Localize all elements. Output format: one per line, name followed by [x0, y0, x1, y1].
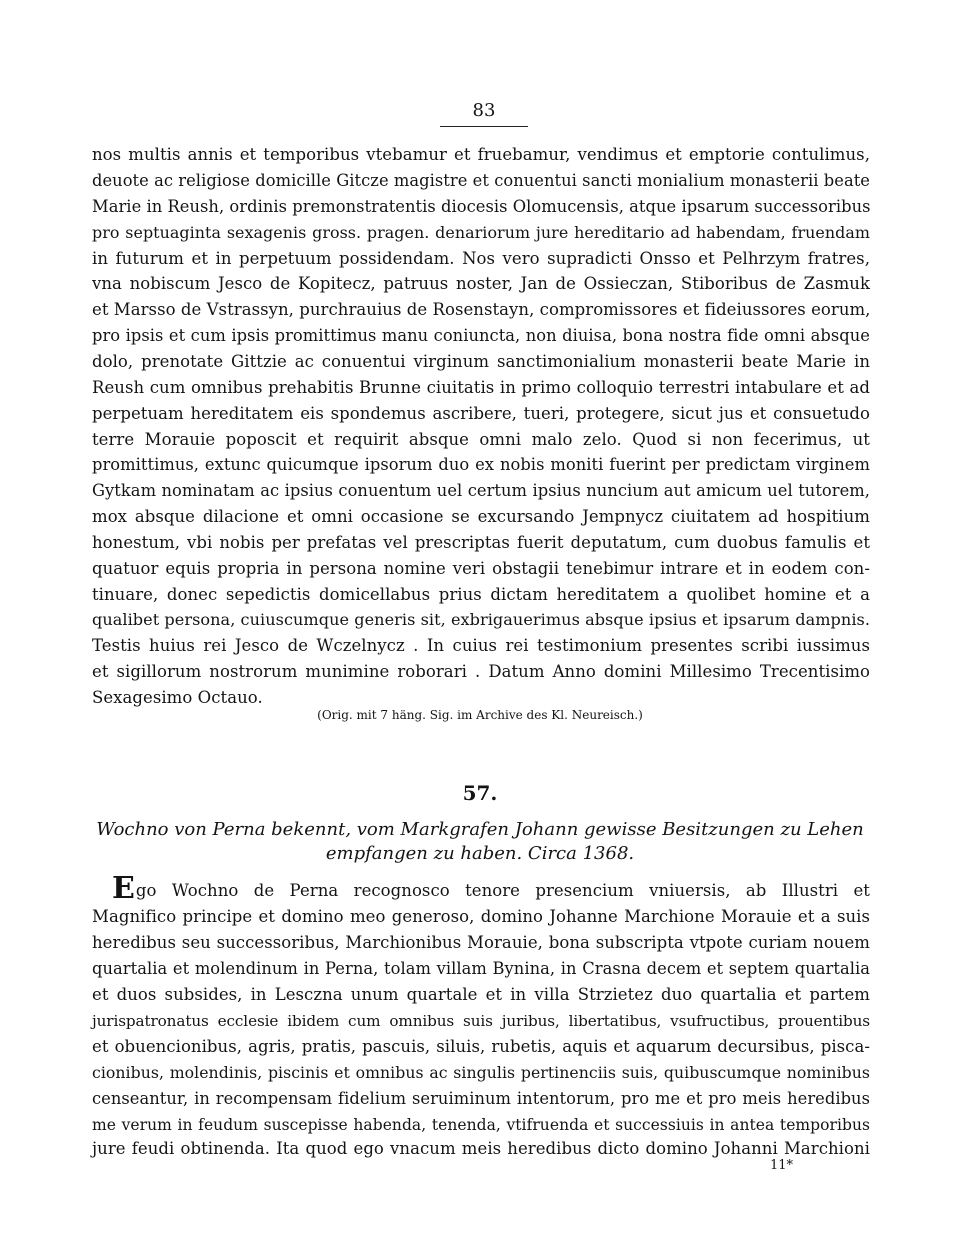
- document-heading-line: empfangen zu haben. Circa 1368.: [325, 843, 635, 864]
- text-line: promittimus, extunc quicumque ipsorum duo ex nobis moniti fuerint per predictam virginem: [92, 455, 870, 474]
- page-number: 83: [472, 100, 496, 121]
- text-line: Sexagesimo Octauo.: [92, 688, 263, 707]
- text-line: deuote ac religiose domicille Gitcze magistre et conuentui sancti monialium monasterii beate: [92, 171, 870, 190]
- text-line: terre Morauie poposcit et requirit absque omni malo zelo. Quod si non fecerimus, ut: [92, 430, 870, 449]
- text-line: quatuor equis propria in persona nomine veri obstagii tenebimur intrare et in eodem con-: [92, 559, 870, 578]
- text-line: et sigillorum nostrorum munimine roborari . Datum Anno domini Millesimo Trecentisimo: [92, 662, 870, 681]
- document-heading-line: Wochno von Perna bekennt, vom Markgrafen Johann gewisse Besitzungen zu Lehen: [96, 819, 864, 840]
- text-line: et obuencionibus, agris, pratis, pascuis, siluis, rubetis, aquis et aquarum decursibus, pisca-: [92, 1037, 870, 1056]
- text-line: honestum, vbi nobis per prefatas vel prescriptas fuerit deputatum, cum duobus famulis et: [92, 533, 870, 552]
- text-line: vna nobiscum Jesco de Kopitecz, patruus noster, Jan de Ossieczan, Stiboribus de Zasmuk: [92, 274, 870, 293]
- text-line: mox absque dilacione et omni occasione se excursando Jempnycz ciuitatem ad hospitium: [92, 507, 870, 526]
- text-line: Reush cum omnibus prehabitis Brunne ciuitatis in primo colloquio terrestri intabulare et ad: [92, 378, 870, 397]
- text-line: [112, 871, 870, 906]
- text-line: et duos subsides, in Lesczna unum quartale et in villa Strzietez duo quartalia et partem: [92, 985, 870, 1004]
- text-line: in futurum et in perpetuum possidendam. Nos vero supradicti Onsso et Pelhrzym fratres,: [92, 249, 870, 268]
- text-line: Testis huius rei Jesco de Wczelnycz . In cuius rei testimonium presentes scribi iussimus: [92, 636, 870, 655]
- text-line: censeantur, in recompensam fidelium seruiminum intentorum, pro me et pro meis heredibus: [92, 1089, 870, 1108]
- text-line: Magnifico principe et domino meo generoso, domino Johanne Marchione Morauie et a suis: [92, 907, 870, 926]
- text-line: me verum in feudum suscepisse habenda, tenenda, vtifruenda et successiuis in antea temporibus: [92, 1116, 870, 1134]
- text-line: quartalia et molendinum in Perna, tolam villam Bynina, in Crasna decem et septem quartalia: [92, 959, 870, 978]
- text-line: perpetuam hereditatem eis spondemus ascribere, tueri, protegere, sicut jus et consuetudo: [92, 404, 870, 423]
- sheet-signature-mark: 11*: [770, 1158, 794, 1173]
- text-line: Gytkam nominatam ac ipsius conuentum uel certum ipsius nuncium aut amicum uel tutorem,: [92, 481, 870, 500]
- text-line: nos multis annis et temporibus vtebamur et fruebamur, vendimus et emptorie contulimus,: [92, 145, 870, 164]
- text-line: pro septuaginta sexagenis gross. pragen. denariorum jure hereditario ad habendam, fruendam: [92, 223, 870, 242]
- document-number: 57.: [462, 781, 498, 805]
- source-note: (Orig. mit 7 häng. Sig. im Archive des Kl. Neureisch.): [317, 708, 643, 722]
- initial-letter: E: [112, 871, 135, 906]
- text-line: et Marsso de Vstrassyn, purchrauius de Rosenstayn, compromissores et fideiussores eorum,: [92, 300, 871, 319]
- text-line: heredibus seu successoribus, Marchionibus Morauie, bona subscripta vtpote curiam nouem: [92, 933, 870, 952]
- text-line: Marie in Reush, ordinis premonstratentis diocesis Olomucensis, atque ipsarum successoribus: [92, 197, 871, 216]
- text-line: tinuare, donec sepedictis domicellabus prius dictam hereditatem a quolibet homine et a: [92, 585, 870, 604]
- page-number-rule: [440, 126, 528, 127]
- text-line: jure feudi obtinenda. Ita quod ego vnacum meis heredibus dicto domino Johanni Marchioni: [92, 1139, 870, 1158]
- text-line: qualibet persona, cuiuscumque generis sit, exbrigauerimus absque ipsius et ipsarum dampnis.: [92, 610, 870, 629]
- text-line: jurispatronatus ecclesie ibidem cum omnibus suis juribus, libertatibus, vsufructibus, prouentibus: [92, 1012, 870, 1030]
- text-line: dolo, prenotate Gittzie ac conuentui virginum sanctimonialium monasterii beate Marie in: [92, 352, 870, 371]
- first-line-rest: go Wochno de Perna recognosco tenore presencium vniuersis, ab Illustri et: [135, 881, 870, 900]
- text-line: cionibus, molendinis, piscinis et omnibus ac singulis pertinenciis suis, quibuscumque nominibus: [92, 1063, 870, 1082]
- text-line: pro ipsis et cum ipsis promittimus manu coniuncta, non diuisa, bona nostra fide omni absque: [92, 326, 870, 345]
